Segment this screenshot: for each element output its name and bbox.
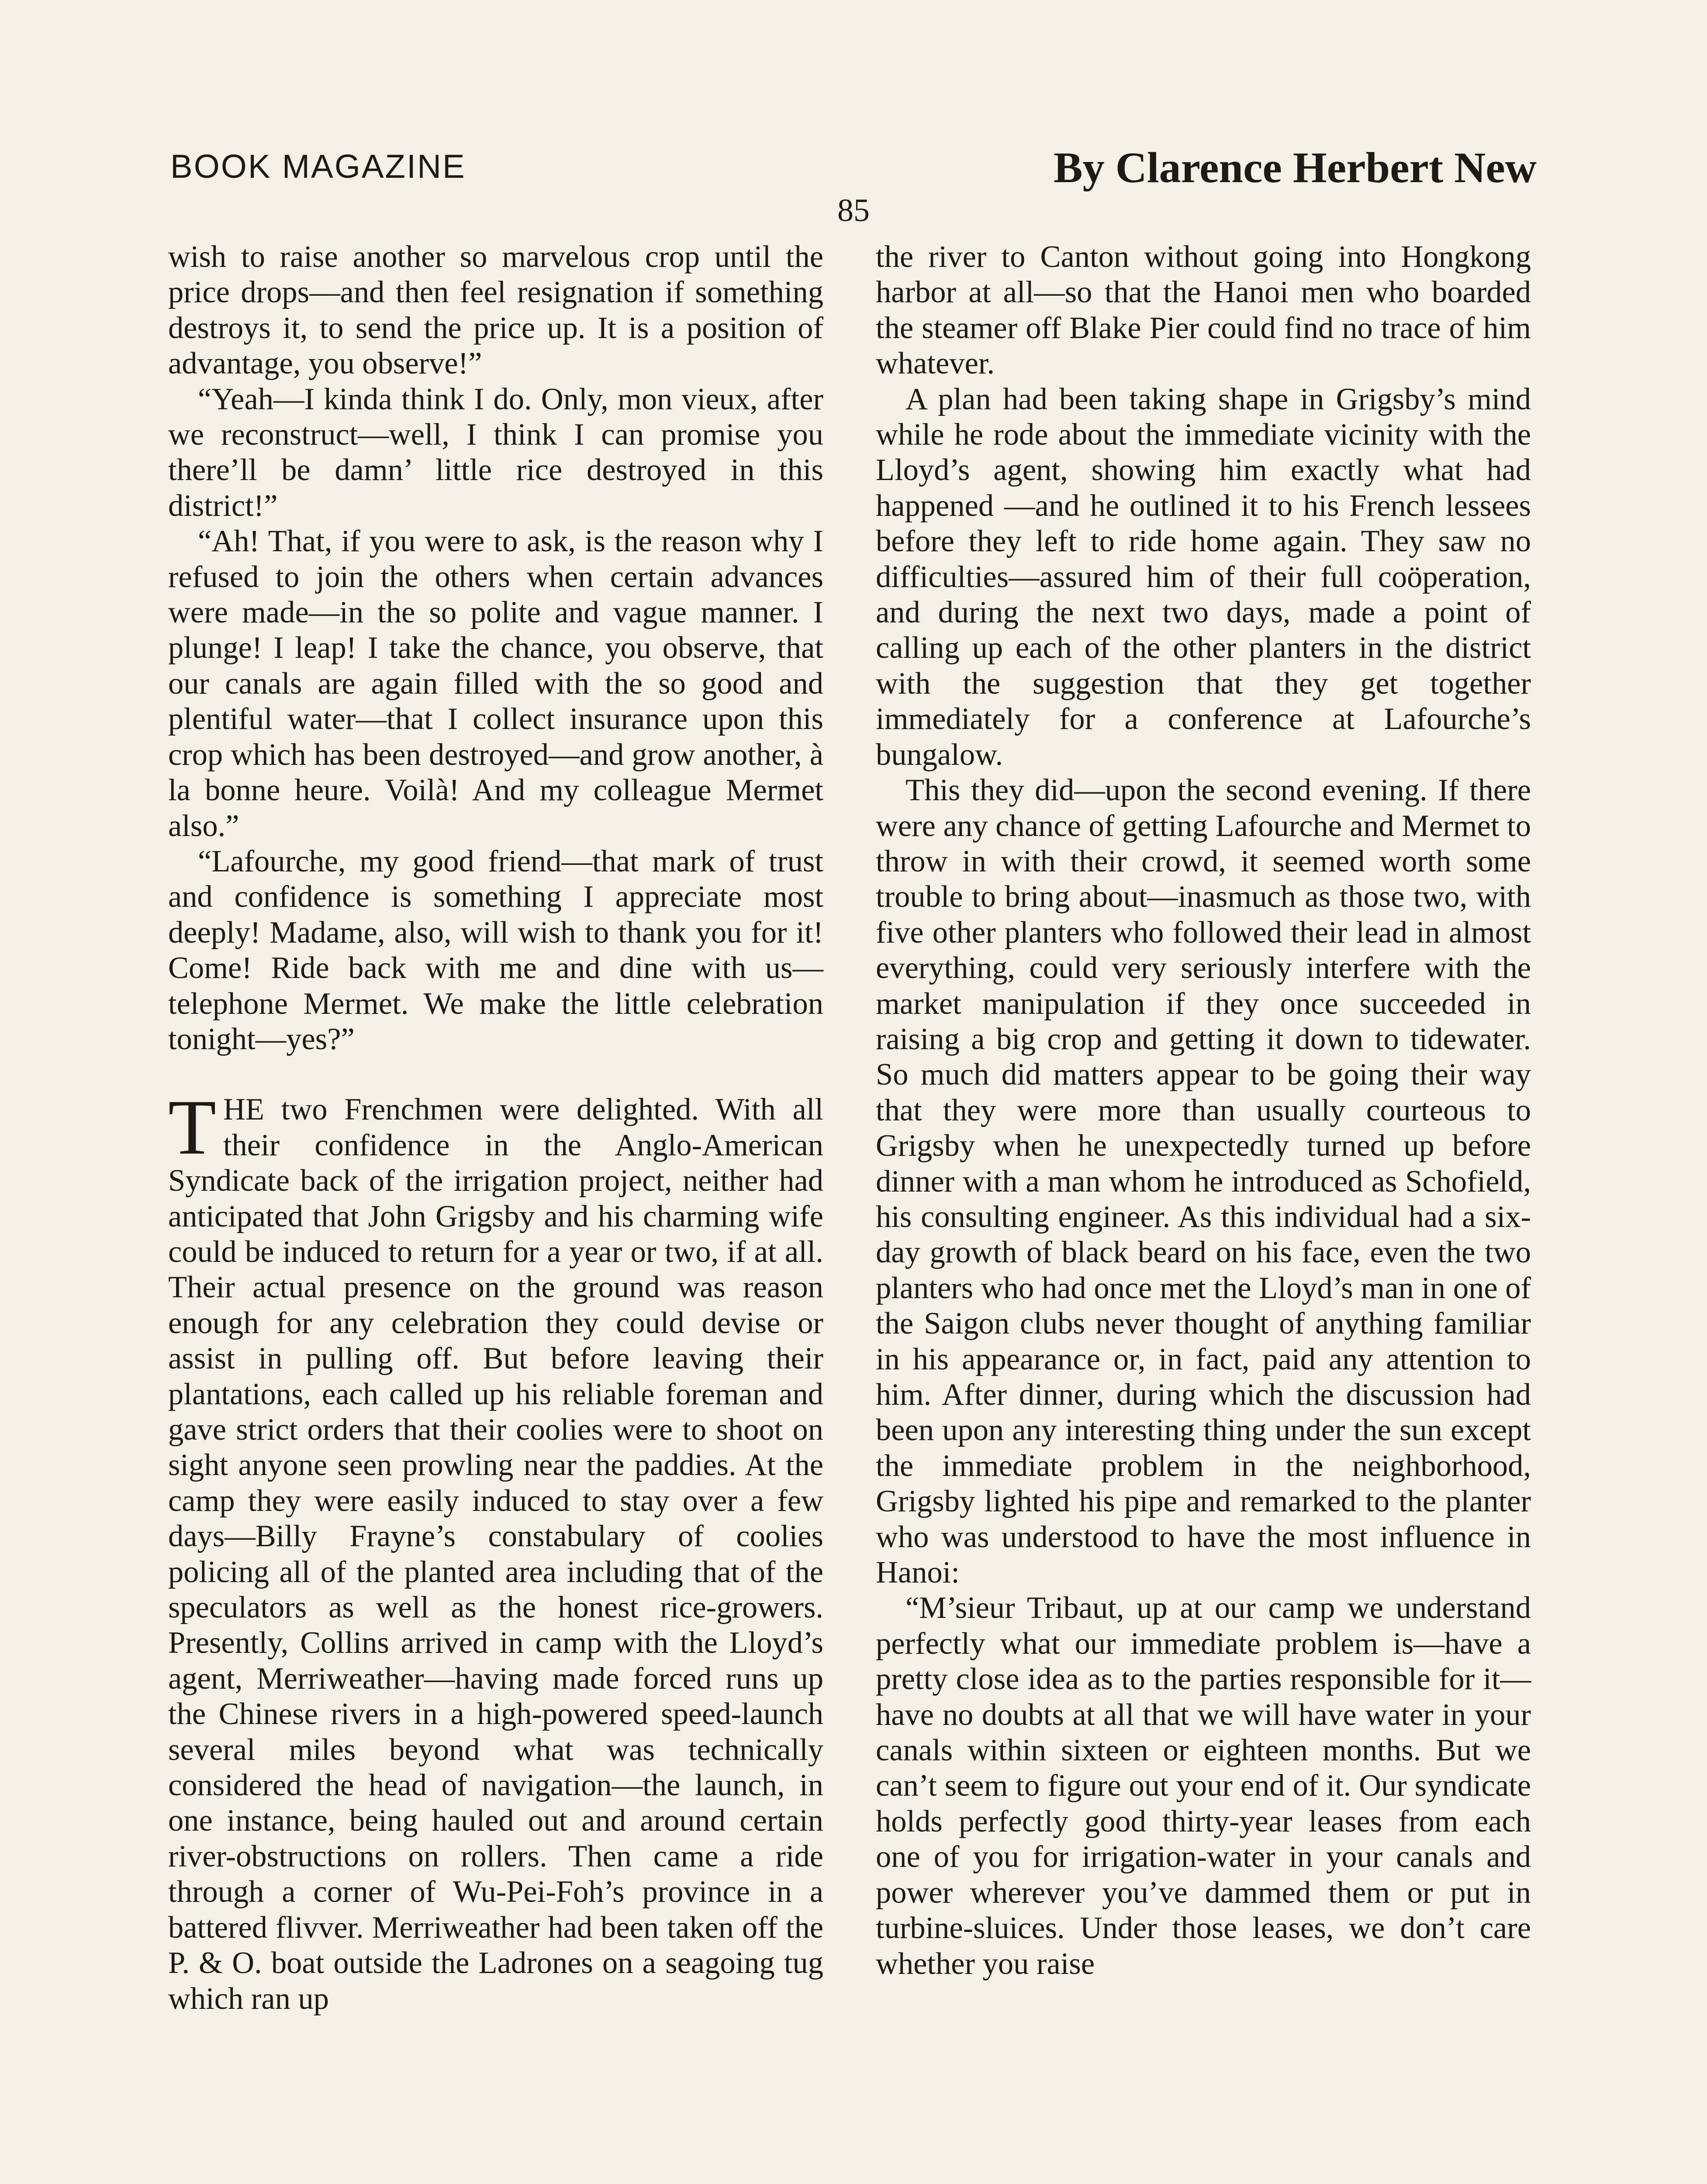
running-header-magazine: BOOK MAGAZINE [170,148,466,185]
page-number: 85 [837,193,870,228]
paragraph: A plan had been taking shape in Grigsby’s mind while he rode about the immediate vicinity with the Lloyd’s agent, showing him exactly what had happened —and he outlined it to his French lessees before they left to ride home again. They saw no difficulties—assured him of their full coöperation, and during the next two days, made a point of calling up each of the other planters in the district with the suggestion that they get together immediately for a conference at Lafourche’s bungalow. [876,382,1531,772]
running-header-author: By Clarence Herbert New [1053,143,1537,192]
paragraph: wish to raise another so marvelous crop until the price drops—and then feel resignation if something destroys it, to send the price up. It is a position of advantage, you observe!” [168,240,823,381]
paragraph: “Ah! That, if you were to ask, is the reason why I refused to join the others when certain advances were made—in the so polite and vague manner. I plunge! I leap! I take the chance, you observe, that our canals are again filled with the so good and plentiful water—that I collect insurance upon this crop which has been destroyed—and grow another, à la bonne heure. Voilà! And my colleague Mermet also.” [168,524,823,843]
paragraph: “Lafourche, my good friend—that mark of trust and confidence is something I appreciate most deeply! Madame, also, will wish to thank you for it! Come! Ride back with me and dine with us—telephone Mermet. We make the little celebration tonight—yes?” [168,844,823,1056]
paragraph-text: HE two Frenchmen were delighted. With all their confidence in the Anglo-American Syndicate back of the irrigation project, neither had anticipated that John Grigsby and his charming wife could be induced to return for a year or two, if at all. Their actual presence on the ground was reason enough for any celebration they could devise or assist in pulling off. But before leaving their plantations, each called up his reliable foreman and gave strict orders that their coolies were to shoot on sight anyone seen prowling near the paddies. At the camp they were easily induced to stay over a few days—Billy Frayne’s constabulary of coolies policing all of the planted area including that of the speculators as well as the honest rice-growers. Presently, Collins arrived in camp with the Lloyd’s agent, Merriweather—having made forced runs up the Chinese rivers in a high-powered speed-launch several miles beyond what was technically considered the head of navigation—the launch, in one instance, being hauled out and around certain river-obstructions on rollers. Then came a ride through a corner of Wu-Pei-Foh’s province in a battered flivver. Merriweather had been taken off the P. & O. boat outside the Ladrones on a seagoing tug which ran up [168,1092,823,2016]
paragraph: “Yeah—I kinda think I do. Only, mon vieux, after we reconstruct—well, I think I can promise you there’ll be damn’ little rice destroyed in this district!” [168,382,823,523]
drop-cap: T [168,1084,216,1171]
paragraph: This they did—upon the second evening. If there were any chance of getting Lafourche and Mermet to throw in with their crowd, it seemed worth some trouble to bring about—inasmuch as those two, with five other planters who followed their lead in almost everything, could very seriously interfere with the market manipulation if they once succeeded in raising a big crop and getting it down to tidewater. So much did matters appear to be going their way that they were more than usually courteous to Grigsby when he unexpectedly turned up before dinner with a man whom he introduced as Schofield, his consulting engineer. As this individual had a six-day growth of black beard on his face, even the two planters who had once met the Lloyd’s man in one of the Saigon clubs never thought of anything familiar in his appearance or, in fact, paid any attention to him. After dinner, during which the discussion had been upon any interesting thing under the sun except the immediate problem in the neighborhood, Grigsby lighted his pipe and remarked to the planter who was understood to have the most influence in Hanoi: [876,773,1531,1590]
paragraph: the river to Canton without going into Hongkong harbor at all—so that the Hanoi men who boarded the steamer off Blake Pier could find no trace of him whatever. [876,240,1531,381]
section-paragraph [168,1084,823,2017]
right-column [876,239,1531,1982]
paragraph: “M’sieur Tribaut, up at our camp we understand perfectly what our immediate problem is—have a pretty close idea as to the parties responsible for it—have no doubts at all that we will have water in your canals within sixteen or eighteen months. But we can’t seem to figure out your end of it. Our syndicate holds perfectly good thirty-year leases from each one of you for irrigation-water in your canals and power wherever you’ve dammed them or put in turbine-sluices. Under those leases, we don’t care whether you raise [876,1591,1531,1981]
left-column [168,239,823,2017]
